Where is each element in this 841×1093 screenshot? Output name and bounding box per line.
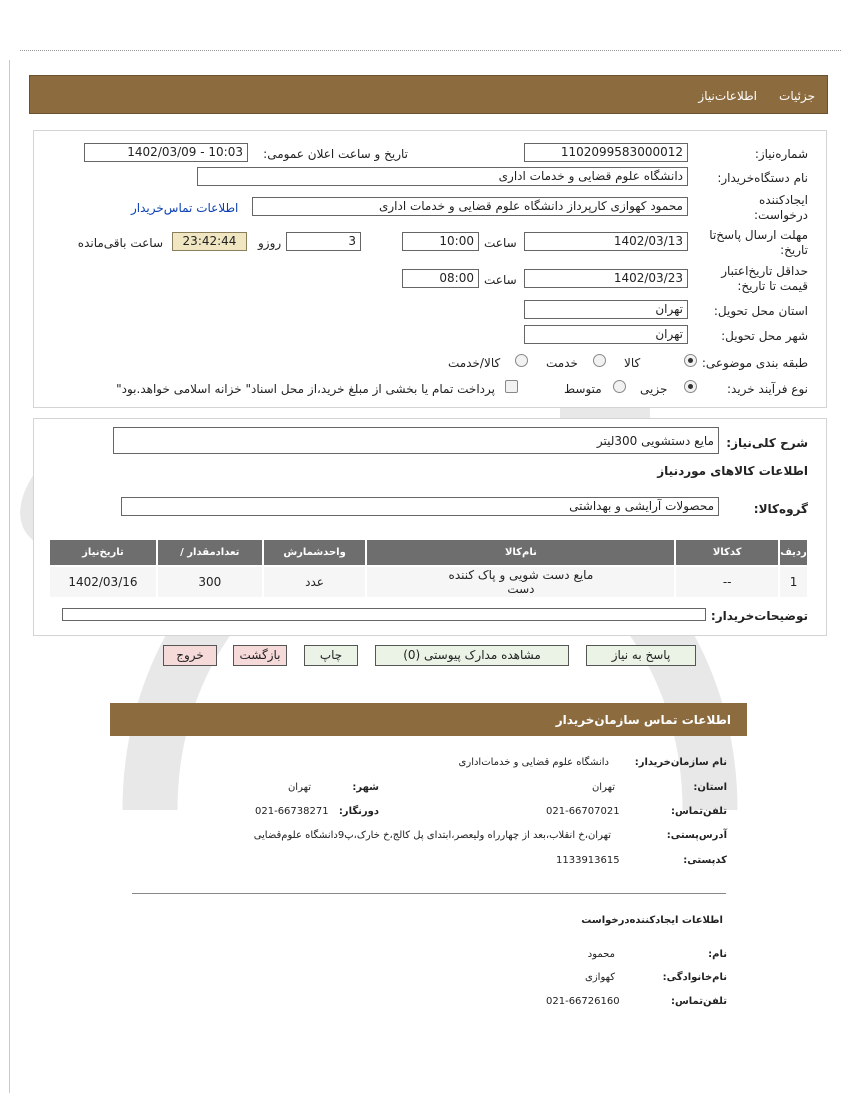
reply-button[interactable]: پاسخ به نیاز [586, 645, 696, 666]
cell-name [366, 566, 675, 598]
creator-field[interactable]: محمود کهوازی کارپرداز دانشگاه علوم قضایی و خدمات اداری [252, 197, 688, 216]
validity-time-field[interactable]: 08:00 [402, 269, 479, 288]
days-label: روزو [258, 236, 282, 250]
cell-name-line1: مایع دست شویی و پاک کننده [448, 568, 594, 582]
category-option-both: کالا/خدمت [448, 356, 501, 370]
contact-phone-label: تلفن‌تماس: [670, 806, 727, 817]
buyer-notes-field[interactable] [62, 608, 706, 621]
contact-divider [132, 893, 726, 894]
radio-icon[interactable] [515, 354, 528, 367]
contact-fax-label: دورنگار: [338, 806, 379, 817]
col-unit: واحدشمارش [263, 539, 367, 566]
creator-last-name-label: نام‌خانوادگی: [662, 972, 727, 983]
contact-province-label: استان: [693, 782, 727, 793]
col-code: کدکالا [675, 539, 779, 566]
exit-button[interactable]: خروج [163, 645, 217, 666]
buyer-name-field[interactable]: دانشگاه علوم قضایی و خدمات اداری [197, 167, 688, 186]
creator-last-name-value: کهوازی [585, 972, 615, 983]
validity-time-label: ساعت [484, 273, 517, 287]
process-option-minor: جزیی [640, 382, 668, 396]
radio-icon[interactable] [684, 354, 697, 367]
contact-phone-value: 021-66707021 [546, 806, 620, 817]
tab-need-info[interactable]: اطلاعات‌نیاز [698, 89, 757, 103]
cell-row: 1 [779, 566, 808, 598]
contact-city-label: شهر: [352, 782, 379, 793]
deadline-label: مهلت ارسال پاسخ‌تا تاریخ: [709, 228, 808, 257]
remaining-timer: 23:42:44 [172, 232, 247, 251]
org-name-label: نام سازمان‌خریدار: [634, 757, 727, 768]
col-date: تاریخ‌نیاز [49, 539, 157, 566]
goods-group-label: گروه‌کالا: [753, 502, 808, 516]
contact-postal-label: کد‌پستی: [683, 855, 727, 866]
deadline-date-field[interactable]: 1402/03/13 [524, 232, 688, 251]
cell-date: 1402/03/16 [49, 566, 157, 598]
process-label: نوع فرآیند خرید: [727, 382, 808, 396]
col-name: نام‌کالا [366, 539, 675, 566]
payment-note: پرداخت تمام یا بخشی از مبلغ خرید،از محل اسناد" خزانه اسلامی خواهد.بود" [116, 382, 495, 396]
days-field[interactable]: 3 [286, 232, 361, 251]
deadline-time-label: ساعت [484, 236, 517, 250]
goods-info-title: اطلاعات کالاهای موردنیاز [657, 464, 808, 478]
contact-header [110, 703, 747, 736]
tab-details[interactable]: جزئیات [779, 89, 815, 103]
radio-icon[interactable] [593, 354, 606, 367]
province-field[interactable]: تهران [524, 300, 688, 319]
cell-name-line2: دست [507, 582, 535, 596]
remaining-label: ساعت باقی‌مانده [77, 236, 163, 250]
category-option-goods: کالا [624, 356, 641, 370]
cell-code: -- [675, 566, 779, 598]
creator-phone-label: تلفن‌تماس: [670, 996, 727, 1007]
col-qty: تعدادمقدار / [157, 539, 263, 566]
category-option-service: خدمت [546, 356, 578, 370]
org-name-value: دانشگاه علوم قضایی و خدمات‌اداری [458, 757, 609, 768]
print-button[interactable]: چاپ [304, 645, 358, 666]
cell-qty: 300 [157, 566, 263, 598]
creator-info-title: اطلاعات ایجادکننده‌درخواست [581, 915, 723, 926]
goods-group-field[interactable]: محصولات آرایشی و بهداشتی [121, 497, 719, 516]
validity-date-field[interactable]: 1402/03/23 [524, 269, 688, 288]
process-option-medium: متوسط [564, 382, 602, 396]
checkbox-icon[interactable] [505, 380, 518, 393]
buyer-notes-label: توضیحات‌خریدار: [710, 609, 808, 623]
col-row: ردیف [779, 539, 808, 566]
contact-postal-value: 1133913615 [556, 855, 620, 866]
contact-city-value: تهران [287, 782, 311, 793]
page-header [29, 75, 828, 114]
announce-date-field[interactable]: 1402/03/09 - 10:03 [84, 143, 248, 162]
contact-province-value: تهران [591, 782, 615, 793]
contact-address-value: تهران،خ انقلاب،بعد از چهارراه ولیعصر،ابتدای پل کالج،خ خارک،پ9دانشگاه علوم‌قضایی [253, 830, 611, 841]
creator-phone-value: 021-66726160 [546, 996, 620, 1007]
radio-icon[interactable] [684, 380, 697, 393]
need-desc-label: شرح کلی‌نیاز: [726, 436, 808, 450]
goods-table [48, 538, 809, 599]
cell-unit: عدد [263, 566, 367, 598]
creator-first-name-value: محمود [587, 949, 615, 960]
back-button[interactable]: بازگشت [233, 645, 287, 666]
contact-title: اطلاعات تماس سازمان‌خریدار [555, 713, 731, 727]
contact-address-label: آدرس‌پستی: [666, 830, 727, 841]
need-number-label: شماره‌نیاز: [754, 147, 808, 161]
city-label: شهر محل تحویل: [721, 329, 808, 343]
creator-first-name-label: نام: [708, 949, 727, 960]
city-field[interactable]: تهران [524, 325, 688, 344]
province-label: استان محل تحویل: [713, 304, 808, 318]
buyer-name-label: نام دستگاه‌خریدار: [717, 171, 808, 185]
buyer-contact-link[interactable]: اطلاعات تماس‌خریدار [131, 201, 239, 215]
validity-label: حداقل تاریخ‌اعتبار قیمت تا تاریخ: [721, 264, 808, 293]
top-divider [20, 50, 841, 51]
need-number-field[interactable]: 1102099583000012 [524, 143, 688, 162]
category-label: طبقه بندی موضوعی: [701, 356, 808, 370]
radio-icon[interactable] [613, 380, 626, 393]
attachments-button[interactable]: مشاهده مدارک پیوستی (0) [375, 645, 569, 666]
creator-label: ایجادکننده درخواست: [754, 193, 808, 222]
contact-fax-value: 021-66738271 [255, 806, 329, 817]
deadline-time-field[interactable]: 10:00 [402, 232, 479, 251]
need-desc-field[interactable]: مایع دستشویی 300لیتر [113, 427, 719, 454]
table-row[interactable] [49, 566, 808, 598]
announce-date-label: تاریخ و ساعت اعلان عمومی: [263, 147, 408, 161]
